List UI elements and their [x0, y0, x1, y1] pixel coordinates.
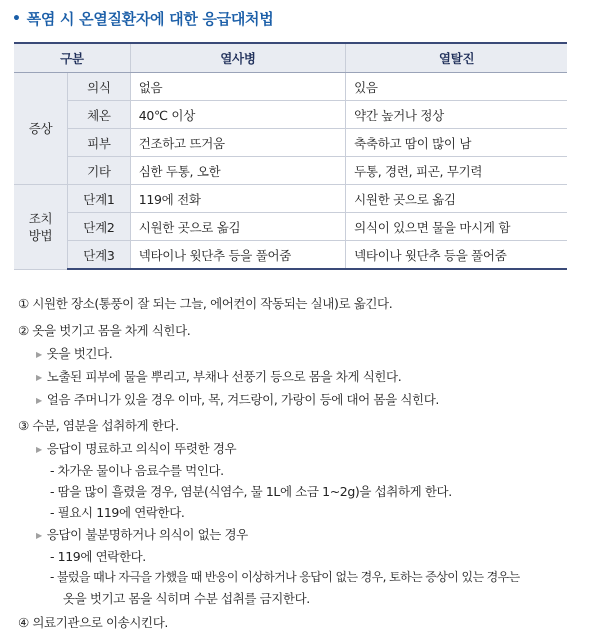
- sub-list-item: - 불렀을 때나 자극을 가했을 때 반응이 이상하거나 응답이 없는 경우, 토하는 증상이 있는 경우는: [50, 570, 520, 584]
- step-3: ③ 수분, 염분을 섭취하게 한다.: [18, 418, 179, 433]
- row-label: 피부: [68, 129, 131, 157]
- row-label: 단계2: [68, 213, 131, 241]
- sub-list-item-continued: 옷을 벗기고 몸을 식히며 수분 섭취를 금지한다.: [63, 591, 310, 606]
- list-item: [36, 525, 248, 543]
- table-row: [14, 101, 567, 129]
- header-heat-exhaustion: 열탈진: [346, 43, 567, 73]
- cell-heatstroke: 시원한 곳으로 옮김: [130, 213, 345, 241]
- cell-heat-exhaustion: 축축하고 땀이 많이 남: [346, 129, 567, 157]
- table-row: [14, 213, 567, 241]
- cell-heat-exhaustion: 있음: [346, 73, 567, 101]
- cell-heat-exhaustion: 시원한 곳으로 옮김: [346, 185, 567, 213]
- cell-heatstroke: 없음: [130, 73, 345, 101]
- row-label: 체온: [68, 101, 131, 129]
- triangle-bullet-icon: ▶: [36, 373, 42, 382]
- row-label: 단계1: [68, 185, 131, 213]
- step-4: ④ 의료기관으로 이송시킨다.: [18, 615, 168, 630]
- cell-heatstroke: 심한 두통, 오한: [130, 157, 345, 185]
- table-header-row: [14, 43, 567, 73]
- table-row: [14, 129, 567, 157]
- step-1: ① 시원한 장소(통풍이 잘 되는 그늘, 에어컨이 작동되는 실내)로 옮긴다.: [18, 296, 393, 311]
- list-item-text: 옷을 벗긴다.: [46, 346, 113, 361]
- table-row: [14, 73, 567, 101]
- sub-list-item: - 땀을 많이 흘렸을 경우, 염분(식염수, 물 1L에 소금 1~2g)을 섭취하게 한다.: [50, 484, 452, 499]
- group-label-line: 방법: [28, 227, 53, 243]
- list-item-text: 응답이 불분명하거나 의식이 없는 경우: [46, 527, 248, 542]
- cell-heatstroke: 건조하고 뜨거움: [130, 129, 345, 157]
- list-item: [36, 367, 401, 385]
- list-item: [36, 439, 236, 457]
- list-item: [36, 390, 439, 408]
- cell-heatstroke: 119에 전화: [130, 185, 345, 213]
- triangle-bullet-icon: ▶: [36, 531, 42, 540]
- list-item-text: 얼음 주머니가 있을 경우 이마, 목, 겨드랑이, 가랑이 등에 대어 몸을 식힌다.: [46, 392, 439, 407]
- cell-heat-exhaustion: 넥타이나 윗단추 등을 풀어줌: [346, 241, 567, 270]
- step-2: ② 옷을 벗기고 몸을 차게 식힌다.: [18, 323, 191, 338]
- cell-heat-exhaustion: 의식이 있으면 물을 마시게 함: [346, 213, 567, 241]
- heat-illness-table: [14, 42, 567, 270]
- group-label-symptoms: 증상: [14, 73, 68, 185]
- header-heatstroke: 열사병: [130, 43, 345, 73]
- cell-heat-exhaustion: 약간 높거나 정상: [346, 101, 567, 129]
- list-item: [36, 344, 112, 362]
- sub-list-item: - 필요시 119에 연락한다.: [50, 505, 185, 520]
- row-label: 의식: [68, 73, 131, 101]
- cell-heatstroke: 넥타이나 윗단추 등을 풀어줌: [130, 241, 345, 270]
- list-item-text: 노출된 피부에 물을 뿌리고, 부채나 선풍기 등으로 몸을 차게 식힌다.: [46, 369, 402, 384]
- table-row: [14, 241, 567, 270]
- table-row: [14, 185, 567, 213]
- group-label-actions: [14, 185, 68, 270]
- section-title: [12, 8, 273, 29]
- list-item-text: 응답이 명료하고 의식이 뚜렷한 경우: [46, 441, 237, 456]
- group-label-line: 조치: [28, 210, 53, 226]
- cell-heat-exhaustion: 두통, 경련, 피곤, 무기력: [346, 157, 567, 185]
- row-label: 기타: [68, 157, 131, 185]
- bullet-icon: •: [12, 10, 21, 27]
- sub-list-item: - 119에 연락한다.: [50, 549, 146, 564]
- table-row: [14, 157, 567, 185]
- row-label: 단계3: [68, 241, 131, 270]
- sub-list-item: - 차가운 물이나 음료수를 먹인다.: [50, 463, 224, 478]
- cell-heatstroke: 40℃ 이상: [130, 101, 345, 129]
- triangle-bullet-icon: ▶: [36, 350, 42, 359]
- triangle-bullet-icon: ▶: [36, 445, 42, 454]
- triangle-bullet-icon: ▶: [36, 396, 42, 405]
- header-category: 구분: [14, 43, 130, 73]
- title-text: 폭염 시 온열질환자에 대한 응급대처법: [26, 10, 274, 28]
